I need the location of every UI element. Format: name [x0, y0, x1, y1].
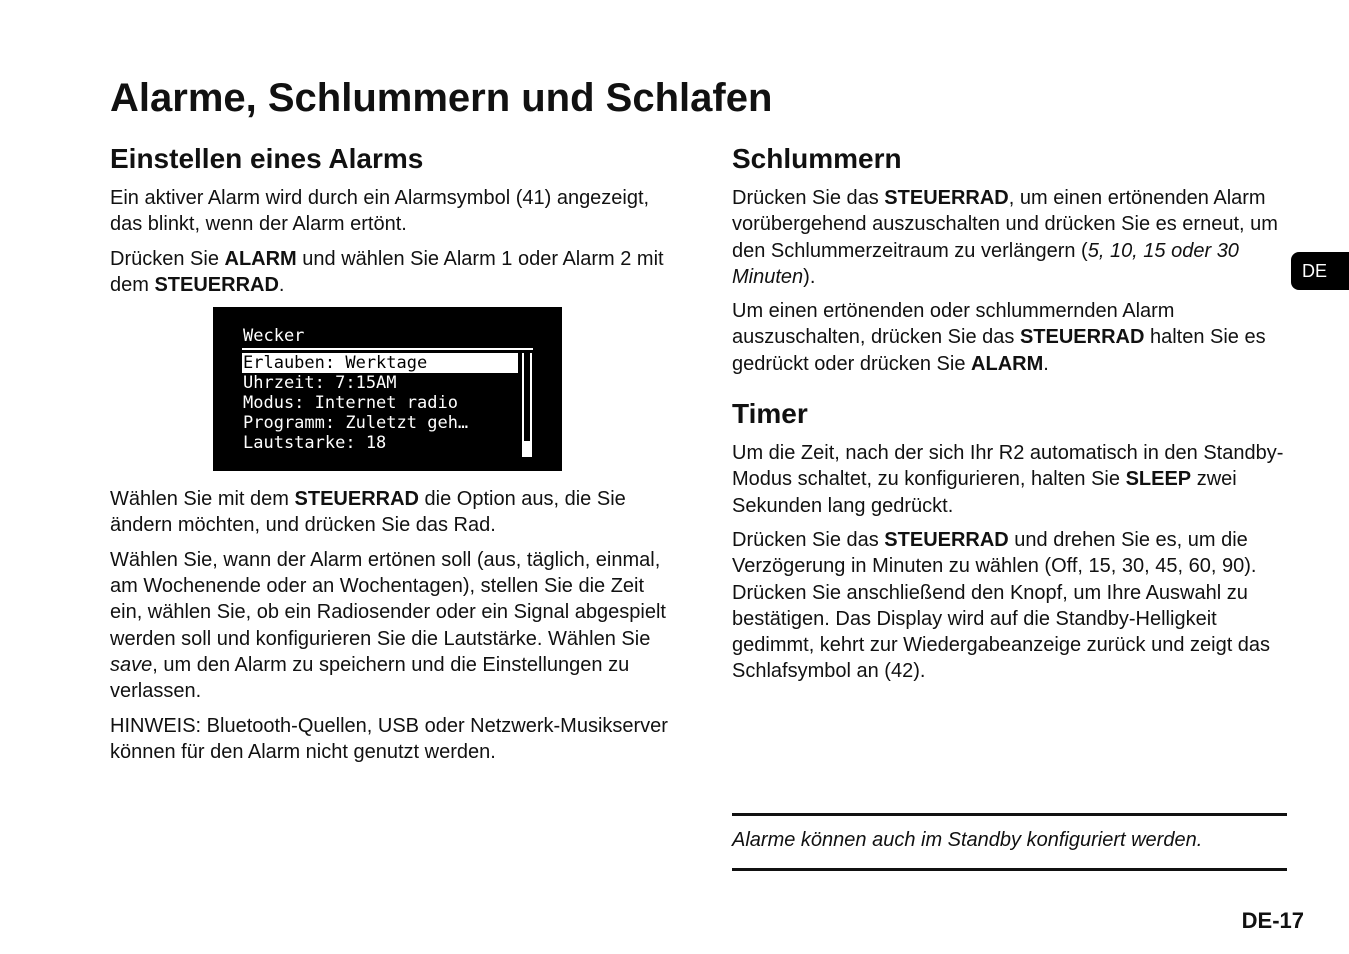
section-heading-timer: Timer [732, 398, 808, 430]
page-title: Alarme, Schlummern und Schlafen [110, 76, 773, 120]
note-rule-top [732, 813, 1287, 816]
section-heading-alarm: Einstellen eines Alarms [110, 143, 424, 174]
paragraph-timer: Um die Zeit, nach der sich Ihr R2 automatisch in den Standby-Modus schaltet, zu konfigurieren, halten Sie SLEEP zwei Sekunden lang gedrückt. [732, 442, 1284, 517]
language-tab: DE [1291, 252, 1349, 290]
display-scrollbar [522, 353, 532, 457]
display-title: Wecker [243, 326, 305, 347]
note-rule-bottom [732, 868, 1287, 871]
display-row: Uhrzeit: 7:15AM [243, 373, 397, 394]
section-heading-snooze: Schlummern [732, 143, 902, 174]
display-row: Lautstarke: 18 [243, 433, 387, 454]
display-row: Programm: Zuletzt geh… [243, 413, 469, 434]
paragraph-note: HINWEIS: Bluetooth-Quellen, USB oder Netzwerk-Musikserver können für den Alarm nicht genutzt werden. [110, 714, 668, 763]
page-number: DE-17 [1241, 908, 1304, 933]
note-text: Alarme können auch im Standby konfiguriert werden. [732, 829, 1203, 851]
paragraph-alarm-select: Drücken Sie ALARM und wählen Sie Alarm 1 oder Alarm 2 mit dem STEUERRAD. [110, 247, 664, 296]
paragraph-alarm-intro: Ein aktiver Alarm wird durch ein Alarmsymbol (41) angezeigt, das blinkt, wenn der Alarm ertönt. [110, 187, 650, 236]
left-column [110, 140, 675, 765]
paragraph-option-select: Wählen Sie mit dem STEUERRAD die Option aus, die Sie ändern möchten, und drücken Sie das Rad. [110, 488, 626, 537]
display-scrollbar-thumb [524, 441, 530, 457]
right-column [732, 140, 1292, 685]
display-selected-row: Erlauben: Werktage [242, 353, 518, 373]
alarm-display-screenshot [213, 307, 562, 471]
paragraph-timer-steps: Drücken Sie das STEUERRAD und drehen Sie es, um die Verzögerung in Minuten zu wählen (Off, 15, 30, 45, 60, 90). Drücken Sie anschließend den Knopf, um Ihre Auswahl zu bestätigen. Das Display wird auf die Standby-Helligkeit gedimmt, kehrt zur Wiedergabeanzeige zurück und zeigt das Schlafsymbol an (42). [732, 528, 1271, 683]
paragraph-snooze: Drücken Sie das STEUERRAD, um einen ertönenden Alarm vorübergehend auszuschalten und drücken Sie es erneut, um den Schlummerzeitraum zu verlängern (5, 10, 15 oder 30 Minuten). [732, 187, 1278, 288]
paragraph-snooze-off: Um einen ertönenden oder schlummernden Alarm auszuschalten, drücken Sie das STEUERRAD halten Sie es gedrückt oder drücken Sie ALARM. [732, 300, 1266, 375]
paragraph-alarm-config: Wählen Sie, wann der Alarm ertönen soll (aus, täglich, einmal, am Wochenende oder an Wochentagen), stellen Sie die Zeit ein, wählen Sie, ob ein Radiosender oder ein Signal abgespielt werden soll und konfigurieren Sie die Lautstärke. Wählen Sie save, um den Alarm zu speichern und die Einstellungen zu verlassen. [110, 548, 666, 703]
display-row: Modus: Internet radio [243, 393, 458, 414]
display-divider [242, 348, 533, 350]
